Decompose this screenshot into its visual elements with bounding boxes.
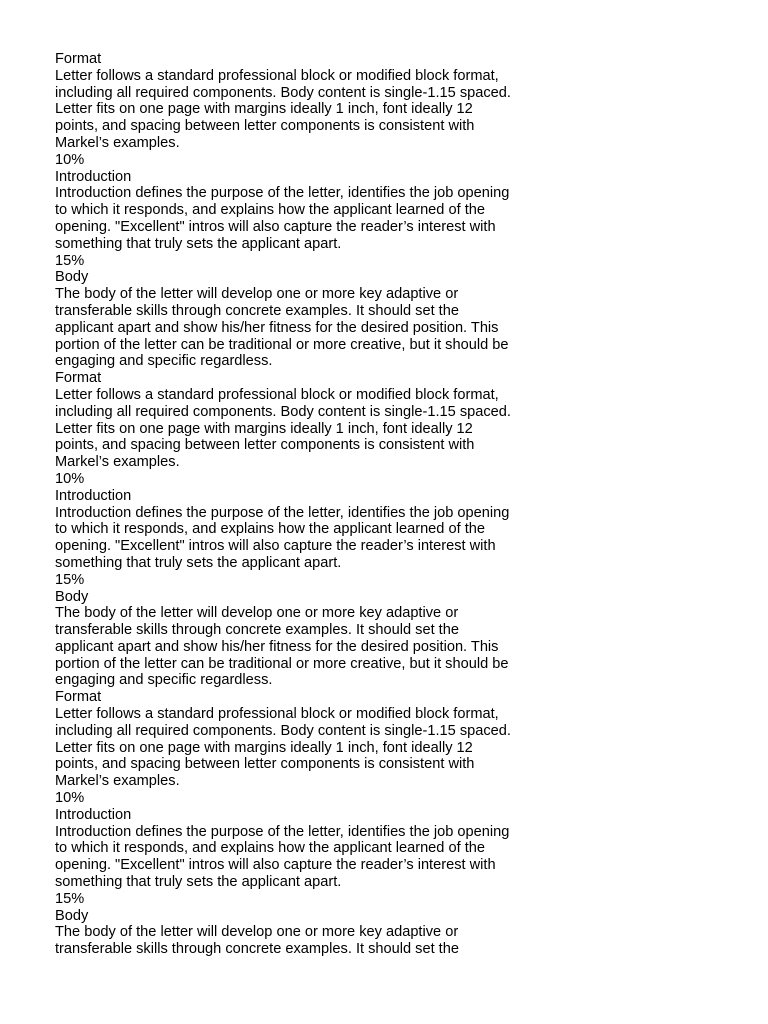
text-line: applicant apart and show his/her fitness for the desired position. This xyxy=(55,319,499,336)
text-line: Markel’s examples. xyxy=(55,134,180,151)
text-line: portion of the letter can be traditional or more creative, but it should be xyxy=(55,655,509,672)
text-line: Letter fits on one page with margins ideally 1 inch, font ideally 12 xyxy=(55,101,473,118)
text-line: engaging and specific regardless. xyxy=(55,672,273,689)
text-line: Format xyxy=(55,689,102,706)
text-line: 10% xyxy=(55,470,85,487)
text-line: to which it responds, and explains how the applicant learned of the xyxy=(55,840,485,857)
text-line: 15% xyxy=(55,890,85,907)
text-line: Markel’s examples. xyxy=(55,773,180,790)
text-line: Introduction xyxy=(55,806,132,823)
text-line: opening. "Excellent" intros will also capture the reader’s interest with xyxy=(55,538,496,555)
text-line: Letter fits on one page with margins ideally 1 inch, font ideally 12 xyxy=(55,739,473,756)
text-line: Body xyxy=(55,907,89,924)
text-line: The body of the letter will develop one or more key adaptive or xyxy=(55,286,459,303)
text-line: portion of the letter can be traditional or more creative, but it should be xyxy=(55,336,509,353)
text-line: Introduction defines the purpose of the letter, identifies the job opening xyxy=(55,823,510,840)
text-line: Introduction xyxy=(55,168,132,185)
text-line: to which it responds, and explains how the applicant learned of the xyxy=(55,521,485,538)
text-line: Body xyxy=(55,269,89,286)
text-line: The body of the letter will develop one or more key adaptive or xyxy=(55,605,459,622)
text-line: transferable skills through concrete examples. It should set the xyxy=(55,622,459,639)
text-line: points, and spacing between letter components is consistent with xyxy=(55,756,475,773)
text-line: Introduction defines the purpose of the letter, identifies the job opening xyxy=(55,504,510,521)
text-line: opening. "Excellent" intros will also capture the reader’s interest with xyxy=(55,218,496,235)
text-line: transferable skills through concrete examples. It should set the xyxy=(55,302,459,319)
text-line: Letter follows a standard professional block or modified block format, xyxy=(55,386,499,403)
text-line: 10% xyxy=(55,790,85,807)
text-line: opening. "Excellent" intros will also capture the reader’s interest with xyxy=(55,857,496,874)
text-line: Letter follows a standard professional block or modified block format, xyxy=(55,706,499,723)
text-line: Introduction xyxy=(55,487,132,504)
text-line: Markel’s examples. xyxy=(55,454,180,471)
text-line: including all required components. Body content is single-1.15 spaced. xyxy=(55,403,511,420)
text-line: points, and spacing between letter components is consistent with xyxy=(55,437,475,454)
text-line: Body xyxy=(55,588,89,605)
text-line: transferable skills through concrete examples. It should set the xyxy=(55,941,459,958)
text-line: including all required components. Body content is single-1.15 spaced. xyxy=(55,84,511,101)
text-line: points, and spacing between letter components is consistent with xyxy=(55,118,475,135)
text-line: something that truly sets the applicant apart. xyxy=(55,235,342,252)
text-line: The body of the letter will develop one or more key adaptive or xyxy=(55,924,459,941)
text-line: something that truly sets the applicant apart. xyxy=(55,554,342,571)
text-line: something that truly sets the applicant apart. xyxy=(55,874,342,891)
text-line: Format xyxy=(55,51,102,67)
text-line: including all required components. Body content is single-1.15 spaced. xyxy=(55,722,511,739)
text-line: 15% xyxy=(55,571,85,588)
text-line: Format xyxy=(55,370,102,387)
text-line: Introduction defines the purpose of the letter, identifies the job opening xyxy=(55,185,510,202)
text-line: 15% xyxy=(55,252,85,269)
text-line: applicant apart and show his/her fitness for the desired position. This xyxy=(55,638,499,655)
text-line: Letter follows a standard professional block or modified block format, xyxy=(55,67,499,84)
text-line: 10% xyxy=(55,151,85,168)
text-line: to which it responds, and explains how the applicant learned of the xyxy=(55,202,485,219)
text-line: Letter fits on one page with margins ideally 1 inch, font ideally 12 xyxy=(55,420,473,437)
document-page xyxy=(55,51,555,958)
text-line: engaging and specific regardless. xyxy=(55,353,273,370)
